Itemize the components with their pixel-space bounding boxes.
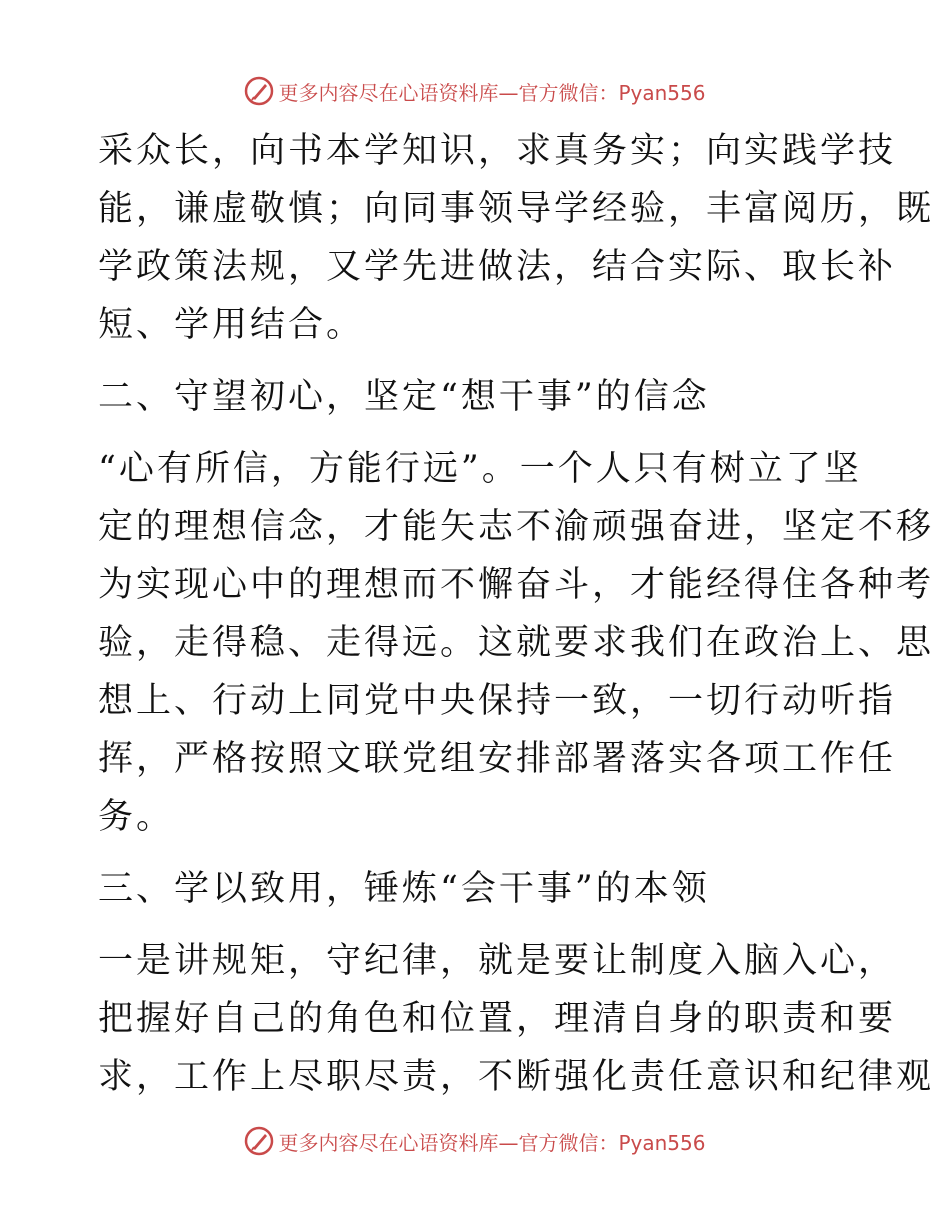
text-line: 采众长，向书本学知识，求真务实；向实践学技: [98, 131, 897, 171]
text-line: 能，谦虚敬慎；向同事领导学经验，丰富阅历，既: [98, 189, 935, 229]
quill-pen-icon: [244, 76, 274, 106]
quill-pen-icon: [244, 1126, 274, 1156]
watermark-footer: [0, 1124, 950, 1158]
text-line: 求，工作上尽职尽责，不断强化责任意识和纪律观: [98, 1057, 935, 1097]
text-line: 想上、行动上同党中央保持一致，一切行动听指: [98, 681, 897, 721]
section-heading: 三、学以致用，锤炼“会干事”的本领: [98, 869, 710, 909]
text-line: 验，走得稳、走得远。这就要求我们在政治上、思: [98, 623, 935, 663]
text-line: 把握好自己的角色和位置，理清自身的职责和要: [98, 999, 897, 1039]
text-line: 挥，严格按照文联党组安排部署落实各项工作任: [98, 739, 897, 779]
text-line: 学政策法规，又学先进做法，结合实际、取长补: [98, 247, 897, 287]
text-line: 为实现心中的理想而不懈奋斗，才能经得住各种考: [98, 565, 935, 605]
text-line: 一是讲规矩，守纪律，就是要让制度入脑入心，: [98, 941, 897, 981]
watermark-header: [0, 74, 950, 108]
text-line: 短、学用结合。: [98, 305, 365, 345]
section-heading: 二、守望初心，坚定“想干事”的信念: [98, 377, 710, 417]
text-line: 务。: [98, 797, 175, 837]
watermark-text: 更多内容尽在心语资料库—官方微信：Pyan556: [278, 80, 706, 105]
document-body: [98, 122, 935, 1106]
text-line: “心有所信，方能行远”。一个人只有树立了坚: [98, 449, 862, 489]
watermark-text: 更多内容尽在心语资料库—官方微信：Pyan556: [278, 1130, 706, 1155]
text-line: 定的理想信念，才能矢志不渝顽强奋进，坚定不移: [98, 507, 935, 547]
